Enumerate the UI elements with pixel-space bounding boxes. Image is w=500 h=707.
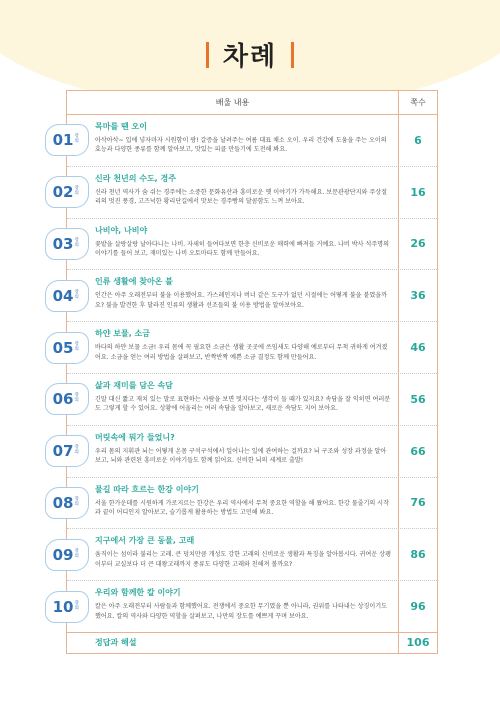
lesson-number-suffix: 강 의 [74,393,79,404]
lesson-content [52,219,399,270]
lesson-row[interactable] [52,581,437,633]
lesson-number-badge [45,591,89,623]
lesson-page: 46 [410,341,426,355]
lesson-text [67,270,398,321]
lesson-content [52,374,399,425]
lesson-text [67,478,398,529]
lesson-title: 인류 생활에 찾아온 불 [95,277,173,287]
lesson-title: 하얀 보물, 소금 [95,329,150,339]
lesson-content [52,426,399,477]
lesson-number-suffix: 강 의 [74,186,79,197]
lesson-number: 02 [52,183,74,202]
lesson-number-badge [45,124,89,156]
lesson-title: 삶과 재미를 담은 속담 [95,380,173,390]
lesson-text [67,322,398,373]
lesson-page: 16 [410,185,426,199]
answers-page: 106 [406,636,430,650]
lesson-number-suffix: 강 의 [74,548,79,559]
lesson-page: 56 [410,392,426,406]
lesson-title: 나비야, 나비야 [95,225,148,235]
page-header: 쪽수 [410,98,426,107]
lesson-title: 물길 따라 흐르는 한강 이야기 [95,484,199,494]
lesson-description: 칼은 아주 오래전부터 사람들과 함께했어요. 전쟁에서 중요한 무기였을 뿐 아니라, 권위를 나타내는 상징이기도 했어요. 칼의 역사와 다양한 역할을 살펴보고, 나만의 장도를 예쁘게 꾸며 보아요. [95,603,388,620]
lesson-text [67,219,398,270]
lesson-page: 76 [410,496,426,510]
lesson-number: 08 [52,493,74,512]
lesson-number-suffix: 강 의 [74,497,79,507]
lesson-description: 아삭아삭~ 입에 넣자마자 시원함이 팡! 갈증을 날려주는 여름 대표 채소 오이. 우리 건강에 도움을 주는 오이의 효능과 다양한 종류를 함께 알아보고, 맛있는 피클 만들기에 도전해 봐요. [95,137,387,154]
lesson-number-badge [45,435,89,467]
lesson-number-suffix: 강 의 [74,289,79,300]
lesson-row[interactable] [52,115,437,167]
lesson-page: 96 [410,600,426,614]
lesson-description: 신라 천년 역사가 숨 쉬는 경주에는 소중한 문화유산과 흥미로운 옛 이야기가 가득해요. 보문관광단지와 주상절리의 멋진 풍경, 고즈넉한 황리단길에서 맛보는 경주빵의 달콤함도 느껴 보아요. [95,188,388,206]
lesson-content [52,478,399,529]
lesson-number: 10 [52,597,74,616]
lesson-number-suffix: 강 의 [74,445,79,456]
lesson-number: 06 [52,390,74,409]
lesson-number-badge [45,539,89,571]
lesson-number-badge [45,332,89,364]
lesson-row[interactable] [52,219,437,271]
lesson-description: 꽃밭을 살랑살랑 날아다니는 나비. 자세히 들여다보면 한층 신비로운 매력에 빠져들 거예요. 나비 박사 석주명의 이야기를 들어 보고, 재미있는 나비 오토마타도 함께 만들어요. [95,240,389,258]
lesson-row[interactable] [52,270,437,322]
lesson-number-badge [45,280,89,312]
lesson-title: 신라 천년의 수도, 경주 [95,173,176,183]
lesson-description: 우리 몸의 지휘관 뇌는 어떻게 온몸 구석구석에서 일어나는 일에 관여하는 걸까요? 뇌 구조와 성장 과정을 알아보고, 뇌와 관련된 흥미로운 이야기들도 함께 읽어요. 신비한 뇌의 세계로 출발! [95,447,387,465]
lesson-title: 우리와 함께한 칼 이야기 [95,588,181,598]
page-title: 차례 [222,42,278,72]
lesson-title: 머릿속에 뭐가 들었니? [95,432,175,442]
toc-header [67,91,437,115]
lesson-title: 목마를 땐 오이 [95,122,147,131]
content-header: 배울 내용 [67,91,399,114]
lesson-description: 긴말 대신 짧고 재치 있는 말로 표현하는 사람을 보면 멋지다는 생각이 들 때가 있지요? 속담을 잘 익히면 여러분도 그렇게 할 수 있어요. 상황에 어울리는 여러 속담을 알아보고, 새로운 속담도 지어 보아요. [95,395,391,413]
lesson-text [67,115,398,166]
title-bar-right [291,42,294,68]
lesson-number-suffix: 강 의 [74,600,79,611]
lesson-number-badge [45,228,89,260]
lesson-content [52,167,399,218]
lesson-number-suffix: 강 의 [74,134,79,145]
lesson-number: 03 [52,234,74,253]
lesson-row[interactable] [52,322,437,374]
lesson-page: 86 [410,548,426,562]
lesson-row[interactable] [52,167,437,219]
lesson-number: 01 [52,131,74,150]
lesson-number: 07 [52,442,74,461]
lesson-number: 09 [52,545,74,564]
lesson-content [52,529,399,580]
lesson-row[interactable] [52,426,437,478]
lesson-number: 05 [52,338,74,357]
lesson-number-suffix: 강 의 [74,238,79,248]
title-bar-left [206,42,209,68]
lesson-description: 움직이는 섬이라 불리는 고래. 큰 덩치만큼 개성도 강한 고래의 신비로운 생활과 특징을 알아봅시다. 귀여운 상괭이부터 교실보다 더 큰 대왕고래까지 종류도 다양한 고래와 친해져 볼까요? [95,551,391,568]
lesson-page: 36 [410,289,426,303]
lesson-description: 인간은 아주 오래전부터 불을 이용했어요. 가스레인지나 버너 같은 도구가 없던 시절에는 어떻게 불을 붙였을까요? 불을 발견한 후 달라진 인류의 생활과 선조들의 불 이용 방법을 알아보아요. [95,292,388,309]
lesson-content [52,115,399,166]
lesson-title: 지구에서 가장 큰 동물, 고래 [95,536,195,546]
lesson-row[interactable] [52,529,437,581]
lesson-number-badge [45,383,89,415]
toc-table [52,90,438,654]
lesson-number-suffix: 강 의 [74,341,79,352]
answers-label: 정답과 해설 [67,633,399,653]
lesson-page: 26 [410,237,426,251]
lesson-content [52,581,399,632]
lesson-description: 바다의 하얀 보물 소금! 우리 몸에 꼭 필요한 소금은 생활 곳곳에 쓰임새도 다양해 예로부터 무척 귀하게 여겨졌어요. 소금을 얻는 여러 방법을 살펴보고, 반짝반짝 예쁜 소금 결정도 함께 만들어요. [95,344,388,361]
lesson-row[interactable] [52,374,437,426]
lesson-content [52,322,399,373]
lesson-text [67,581,398,632]
lesson-description: 서울 한가운데를 시원하게 가로지르는 한강은 우리 역사에서 무척 중요한 역할을 해 왔어요. 한강 물줄기의 시작과 끝이 어디인지 알아보고, 슬기롭게 활용하는 방법도 고민해 봐요. [95,499,389,517]
lesson-content [52,270,399,321]
answers-row[interactable] [67,633,437,653]
lesson-page: 66 [410,444,426,458]
title-area [0,36,500,73]
lesson-text [67,426,398,477]
lesson-list [52,115,437,633]
lesson-number: 04 [52,286,74,305]
lesson-row[interactable] [52,478,437,530]
lesson-page: 6 [414,133,422,147]
lesson-number-badge [45,487,89,519]
lesson-text [67,374,398,425]
lesson-text [67,529,398,580]
lesson-text [67,167,398,218]
lesson-number-badge [45,176,89,208]
